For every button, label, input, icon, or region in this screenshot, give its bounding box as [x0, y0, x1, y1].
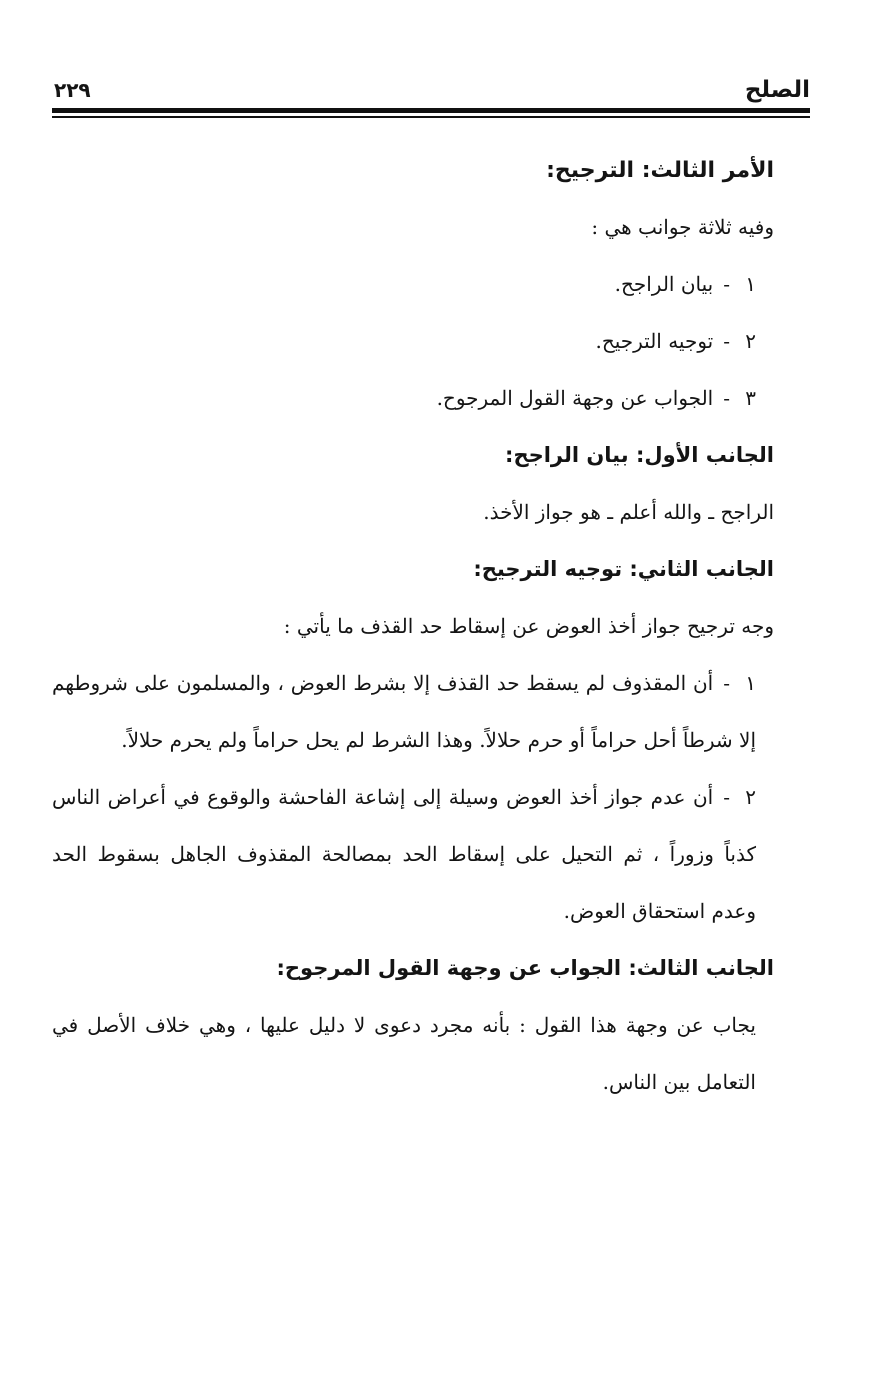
- list-item-number: ١: [745, 272, 756, 296]
- section2-heading: الجانب الثاني: توجيه الترجيح:: [473, 557, 774, 581]
- reason-paragraph: ٢-أن عدم جواز أخذ العوض وسيلة إلى إشاعة الفاحشة والوقوع في أعراض الناس كذباً وزوراً ، ثم التحيل على إسقاط الحد بمصالحة المقذوف الجاهل بسقوط الحد وعدم استحقاق العوض.: [52, 769, 774, 940]
- section2-intro: وجه ترجيح جواز أخذ العوض عن إسقاط حد القذف ما يأتي :: [283, 614, 774, 638]
- section3-text: يجاب عن وجهة هذا القول : بأنه مجرد دعوى لا دليل عليها ، وهي خلاف الأصل في التعامل بين الناس.: [52, 1013, 756, 1094]
- reason-number: ٢: [745, 785, 756, 809]
- header-rule-thick: [52, 108, 810, 113]
- main-heading: الأمر الثالث: الترجيح:: [546, 158, 774, 183]
- section1-heading: الجانب الأول: بيان الراجح:: [505, 443, 774, 467]
- reason-text: أن عدم جواز أخذ العوض وسيلة إلى إشاعة الفاحشة والوقوع في أعراض الناس كذباً وزوراً ، ثم التحيل على إسقاط الحد بمصالحة المقذوف الجاهل بسقوط الحد وعدم استحقاق العوض.: [52, 785, 756, 923]
- reason-paragraph: ١-أن المقذوف لم يسقط حد القذف إلا بشرط العوض ، والمسلمون على شروطهم إلا شرطاً أحل حراماً أو حرم حلالاً. وهذا الشرط لم يحل حراماً ولم يحرم حلالاً.: [52, 655, 774, 769]
- list-item-number: ٢: [745, 329, 756, 353]
- section3-heading: الجانب الثالث: الجواب عن وجهة القول المرجوح:: [276, 956, 774, 980]
- list-item: ٣-الجواب عن وجهة القول المرجوح.: [52, 370, 774, 427]
- reason-text: أن المقذوف لم يسقط حد القذف إلا بشرط العوض ، والمسلمون على شروطهم إلا شرطاً أحل حراماً أو حرم حلالاً. وهذا الشرط لم يحل حراماً ولم يحرم حلالاً.: [52, 671, 756, 752]
- page-body: [52, 142, 774, 1111]
- list-item: ٢-توجيه الترجيح.: [52, 313, 774, 370]
- list-item-text: بيان الراجح.: [614, 272, 714, 296]
- intro-text: وفيه ثلاثة جوانب هي :: [591, 215, 774, 239]
- page-number: ٢٢٩: [54, 78, 91, 102]
- list-item: ١-بيان الراجح.: [52, 256, 774, 313]
- section1-text: الراجح ـ والله أعلم ـ هو جواز الأخذ.: [483, 500, 774, 524]
- list-item-number: ٣: [745, 386, 756, 410]
- reason-number: ١: [745, 671, 756, 695]
- header-rule-thin: [52, 116, 810, 118]
- list-item-text: توجيه الترجيح.: [595, 329, 714, 353]
- list-item-text: الجواب عن وجهة القول المرجوح.: [436, 386, 714, 410]
- header-title: الصلح: [744, 77, 810, 103]
- running-header: [54, 66, 810, 106]
